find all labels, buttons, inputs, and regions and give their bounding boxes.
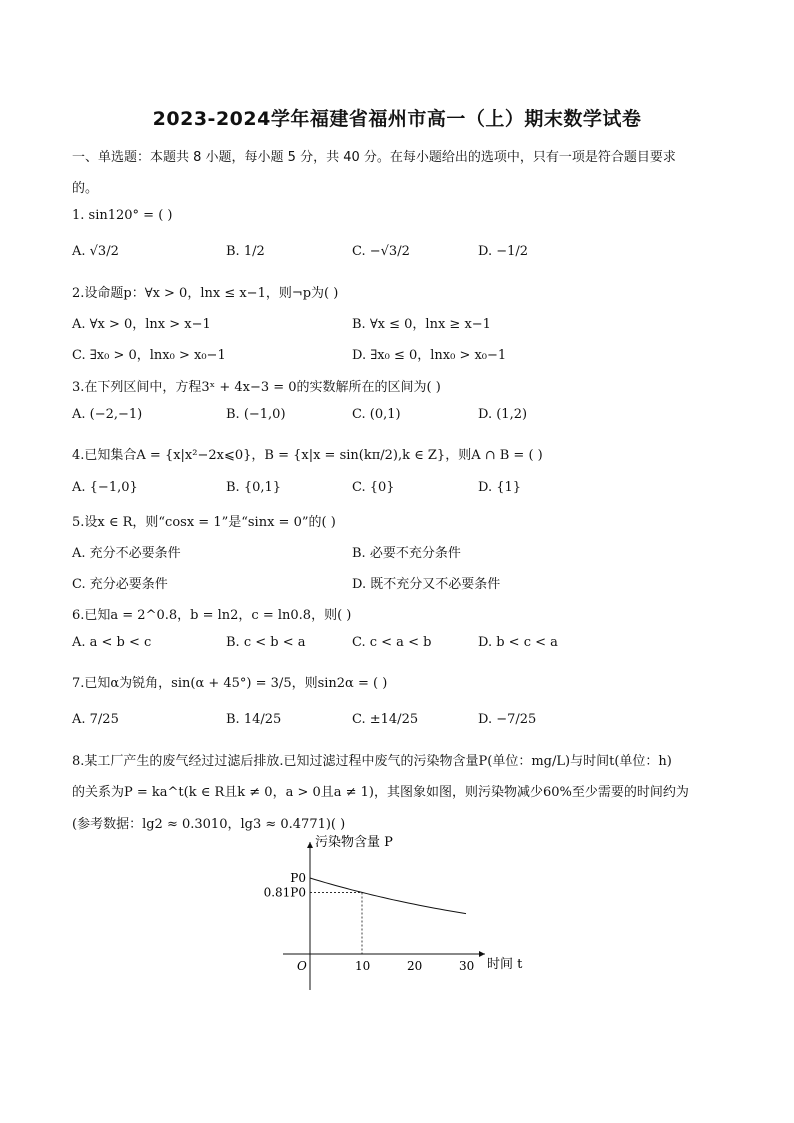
question-4-stem: 4.已知集合A = {x|x²−2x⩽0}，B = {x|x = sin(kπ/2),k ∈ Z}，则A ∩ B = ( ) [72,448,543,463]
question-5-option-c[interactable]: C. 充分必要条件 [72,577,168,592]
x-tick-label: 30 [459,959,475,973]
question-4-option-a[interactable]: A. {−1,0} [72,480,138,495]
question-1-option-b[interactable]: B. 1/2 [226,244,265,259]
x-tick-label: 10 [355,959,371,973]
question-7-stem: 7.已知α为锐角，sin(α + 45°) = 3/5，则sin2α = ( ) [72,676,388,691]
question-7-option-a[interactable]: A. 7/25 [72,712,119,727]
x-axis-label: 时间 t [487,957,523,972]
question-1-stem: 1. sin120° = ( ) [72,208,173,223]
question-3-option-b[interactable]: B. (−1,0) [226,407,286,422]
y-axis-label: 污染物含量 P [315,835,393,850]
question-2-option-d[interactable]: D. ∃x₀ ≤ 0，lnx₀ > x₀−1 [352,348,507,363]
question-5-option-b[interactable]: B. 必要不充分条件 [352,546,461,561]
question-7-option-c[interactable]: C. ±14/25 [352,712,419,727]
question-4-option-d[interactable]: D. {1} [478,480,522,495]
question-3-stem: 3.在下列区间中，方程3ˣ + 4x−3 = 0的实数解所在的区间为( ) [72,380,441,395]
y-tick-label: 0.81P0 [263,885,306,900]
question-6-option-a[interactable]: A. a < b < c [72,635,152,650]
question-5-option-a[interactable]: A. 充分不必要条件 [72,546,181,561]
question-2-option-a[interactable]: A. ∀x > 0，lnx > x−1 [72,317,211,332]
question-3-option-d[interactable]: D. (1,2) [478,407,528,422]
origin-label: O [297,959,307,973]
question-1-option-c[interactable]: C. −√3/2 [352,244,410,259]
question-6-stem: 6.已知a = 2^0.8，b = ln2，c = ln0.8，则( ) [72,608,352,623]
x-tick-label: 20 [407,959,423,973]
section-heading-text-2: 的。 [72,181,99,196]
question-2-option-b[interactable]: B. ∀x ≤ 0，lnx ≥ x−1 [352,317,491,332]
question-6-option-b[interactable]: B. c < b < a [226,635,306,650]
y-tick-label: P0 [290,871,306,885]
question-7-option-d[interactable]: D. −7/25 [478,712,537,727]
question-5-stem: 5.设x ∈ R，则“cosx = 1”是“sinx = 0”的( ) [72,515,336,530]
question-2-stem: 2.设命题p：∀x > 0，lnx ≤ x−1，则¬p为( ) [72,286,339,301]
question-8-stem-line-2: 的关系为P = ka^t(k ∈ R且k ≠ 0，a > 0且a ≠ 1)，其图象如图，则污染物减少60%至少需要的时间约为 [72,785,689,800]
question-1-option-d[interactable]: D. −1/2 [478,244,529,259]
section-heading-cont [72,177,98,196]
question-1-option-a[interactable]: A. √3/2 [72,244,119,259]
question-8-stem-line-3: (参考数据：lg2 ≈ 0.3010，lg3 ≈ 0.4771)( ) [72,817,346,832]
question-7-option-b[interactable]: B. 14/25 [226,712,282,727]
section-heading-text: 一、单选题：本题共 8 小题，每小题 5 分，共 40 分。在每小题给出的选项中，只有一项是符合题目要求 [72,150,676,165]
question-4-option-b[interactable]: B. {0,1} [226,480,282,495]
question-5-option-d[interactable]: D. 既不充分又不必要条件 [352,577,501,592]
section-heading [72,146,676,165]
question-6-option-c[interactable]: C. c < a < b [352,635,432,650]
question-6-option-d[interactable]: D. b < c < a [478,635,558,650]
decay-curve [310,878,466,914]
question-8-stem-line-1: 8.某工厂产生的废气经过过滤后排放.已知过滤过程中废气的污染物含量P(单位：mg/L)与时间t(单位：h) [72,754,672,769]
question-3-option-c[interactable]: C. (0,1) [352,407,401,422]
question-2-option-c[interactable]: C. ∃x₀ > 0，lnx₀ > x₀−1 [72,348,226,363]
question-3-option-a[interactable]: A. (−2,−1) [72,407,143,422]
question-4-option-c[interactable]: C. {0} [352,480,395,495]
pollution-chart [255,828,535,998]
page-title: 2023-2024学年福建省福州市高一（上）期末数学试卷 [152,108,642,130]
